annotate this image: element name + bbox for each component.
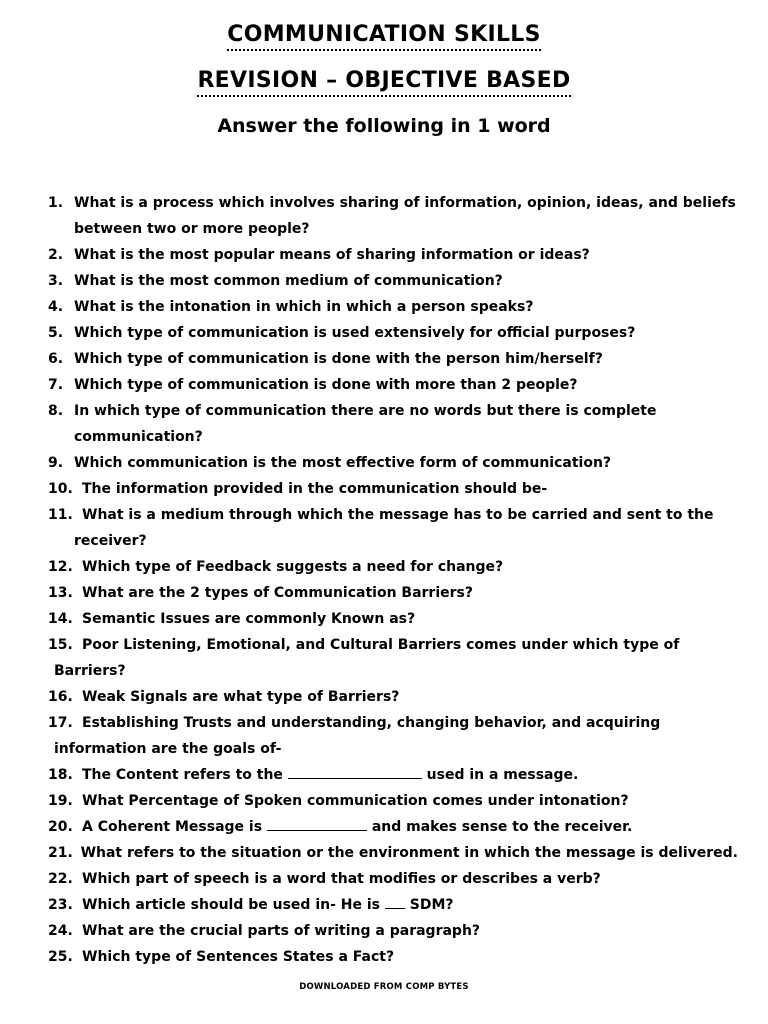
question-number: 9. bbox=[48, 455, 64, 471]
question-row bbox=[48, 840, 738, 866]
question-number: 15. bbox=[48, 637, 73, 653]
question-text-continued: communication? bbox=[74, 429, 203, 445]
question-item bbox=[48, 684, 738, 710]
question-number: 21. bbox=[48, 845, 73, 861]
question-number: 1. bbox=[48, 195, 64, 211]
question-item bbox=[48, 580, 738, 606]
question-text: Which communication is the most effective form of communication? bbox=[74, 455, 612, 471]
question-text-continued: information are the goals of- bbox=[54, 741, 282, 757]
question-row bbox=[48, 502, 738, 528]
question-text: Which type of Feedback suggests a need for change? bbox=[82, 559, 504, 575]
question-number: 12. bbox=[48, 559, 73, 575]
question-row bbox=[48, 944, 738, 970]
question-item bbox=[48, 398, 738, 450]
question-row bbox=[48, 814, 738, 840]
question-row bbox=[48, 710, 738, 736]
question-row bbox=[48, 320, 738, 346]
question-row bbox=[48, 294, 738, 320]
question-item bbox=[48, 242, 738, 268]
question-item bbox=[48, 268, 738, 294]
question-number: 11. bbox=[48, 507, 73, 523]
question-item bbox=[48, 450, 738, 476]
question-item bbox=[48, 190, 738, 242]
question-item bbox=[48, 632, 738, 684]
question-row bbox=[48, 372, 738, 398]
question-number: 20. bbox=[48, 819, 73, 835]
question-item bbox=[48, 606, 738, 632]
question-text: What is a medium through which the message has to be carried and sent to the bbox=[82, 507, 714, 523]
question-text-continued: between two or more people? bbox=[74, 221, 310, 237]
question-row bbox=[48, 684, 738, 710]
question-text-continued: receiver? bbox=[74, 533, 147, 549]
question-text: What are the 2 types of Communication Barriers? bbox=[82, 585, 473, 601]
question-item bbox=[48, 840, 738, 866]
question-text bbox=[82, 762, 578, 788]
question-number: 7. bbox=[48, 377, 64, 393]
question-text-before-blank: Which article should be used in- He is bbox=[82, 897, 380, 913]
question-text: Poor Listening, Emotional, and Cultural Barriers comes under which type of bbox=[82, 637, 680, 653]
answer-blank bbox=[385, 894, 405, 909]
question-text: What is the most common medium of communication? bbox=[74, 273, 503, 289]
document-subtitle bbox=[0, 68, 768, 97]
question-text: What is a process which involves sharing of information, opinion, ideas, and beliefs bbox=[74, 195, 736, 211]
question-text-after-blank: SDM? bbox=[409, 897, 454, 913]
question-text: Which type of Sentences States a Fact? bbox=[82, 949, 395, 965]
question-row bbox=[48, 866, 738, 892]
question-item bbox=[48, 918, 738, 944]
question-item bbox=[48, 944, 738, 970]
question-text: The information provided in the communication should be- bbox=[82, 481, 548, 497]
question-item bbox=[48, 788, 738, 814]
question-row bbox=[48, 476, 738, 502]
question-item bbox=[48, 710, 738, 762]
question-item bbox=[48, 866, 738, 892]
question-number: 17. bbox=[48, 715, 73, 731]
question-row bbox=[48, 450, 738, 476]
question-text: Semantic Issues are commonly Known as? bbox=[82, 611, 416, 627]
question-number: 24. bbox=[48, 923, 73, 939]
question-item bbox=[48, 346, 738, 372]
question-text: What are the crucial parts of writing a paragraph? bbox=[82, 923, 481, 939]
question-item bbox=[48, 502, 738, 554]
question-number: 13. bbox=[48, 585, 73, 601]
question-row bbox=[48, 268, 738, 294]
question-text: Weak Signals are what type of Barriers? bbox=[82, 689, 400, 705]
question-text bbox=[82, 892, 454, 918]
question-number: 4. bbox=[48, 299, 64, 315]
question-text bbox=[82, 814, 632, 840]
question-text: Which type of communication is done with the person him/herself? bbox=[74, 351, 603, 367]
question-item bbox=[48, 554, 738, 580]
question-row bbox=[48, 788, 738, 814]
question-item bbox=[48, 892, 738, 918]
question-number: 8. bbox=[48, 403, 64, 419]
question-row bbox=[48, 632, 738, 658]
question-text-before-blank: The Content refers to the bbox=[82, 767, 283, 783]
question-row bbox=[48, 242, 738, 268]
question-text-continued: Barriers? bbox=[54, 663, 126, 679]
question-number: 25. bbox=[48, 949, 73, 965]
question-number: 19. bbox=[48, 793, 73, 809]
question-row bbox=[48, 762, 738, 788]
question-item bbox=[48, 320, 738, 346]
question-text: What is the most popular means of sharing information or ideas? bbox=[74, 247, 590, 263]
footer-text: DOWNLOADED FROM COMP BYTES bbox=[299, 982, 469, 992]
question-text: Which type of communication is done with more than 2 people? bbox=[74, 377, 578, 393]
question-item bbox=[48, 476, 738, 502]
question-number: 22. bbox=[48, 871, 73, 887]
question-text-after-blank: used in a message. bbox=[426, 767, 579, 783]
question-number: 18. bbox=[48, 767, 73, 783]
question-text: What refers to the situation or the environment in which the message is delivered. bbox=[80, 845, 738, 861]
answer-blank bbox=[267, 816, 367, 831]
question-number: 14. bbox=[48, 611, 73, 627]
question-list bbox=[48, 190, 738, 970]
question-row bbox=[48, 346, 738, 372]
question-row bbox=[48, 918, 738, 944]
question-row bbox=[48, 606, 738, 632]
question-text: Which type of communication is used extensively for official purposes? bbox=[74, 325, 636, 341]
question-row bbox=[48, 554, 738, 580]
question-item bbox=[48, 372, 738, 398]
question-text: Establishing Trusts and understanding, changing behavior, and acquiring bbox=[82, 715, 661, 731]
answer-blank bbox=[288, 764, 422, 779]
question-row bbox=[48, 398, 738, 424]
question-number: 2. bbox=[48, 247, 64, 263]
question-item bbox=[48, 294, 738, 320]
question-item bbox=[48, 762, 738, 788]
title-line-1: COMMUNICATION SKILLS bbox=[227, 22, 540, 51]
title-line-2: REVISION – OBJECTIVE BASED bbox=[197, 68, 570, 97]
question-number: 16. bbox=[48, 689, 73, 705]
question-item bbox=[48, 814, 738, 840]
question-text: In which type of communication there are no words but there is complete bbox=[74, 403, 657, 419]
question-text-after-blank: and makes sense to the receiver. bbox=[371, 819, 633, 835]
question-text: What is the intonation in which in which a person speaks? bbox=[74, 299, 534, 315]
question-number: 6. bbox=[48, 351, 64, 367]
instruction-text: Answer the following in 1 word bbox=[217, 115, 551, 137]
document-title bbox=[0, 22, 768, 51]
question-text: Which part of speech is a word that modifies or describes a verb? bbox=[82, 871, 601, 887]
question-text: What Percentage of Spoken communication comes under intonation? bbox=[82, 793, 629, 809]
question-number: 5. bbox=[48, 325, 64, 341]
question-number: 23. bbox=[48, 897, 73, 913]
question-text-before-blank: A Coherent Message is bbox=[82, 819, 263, 835]
question-number: 3. bbox=[48, 273, 64, 289]
question-row bbox=[48, 190, 738, 216]
question-row bbox=[48, 892, 738, 918]
question-number: 10. bbox=[48, 481, 73, 497]
question-row bbox=[48, 580, 738, 606]
